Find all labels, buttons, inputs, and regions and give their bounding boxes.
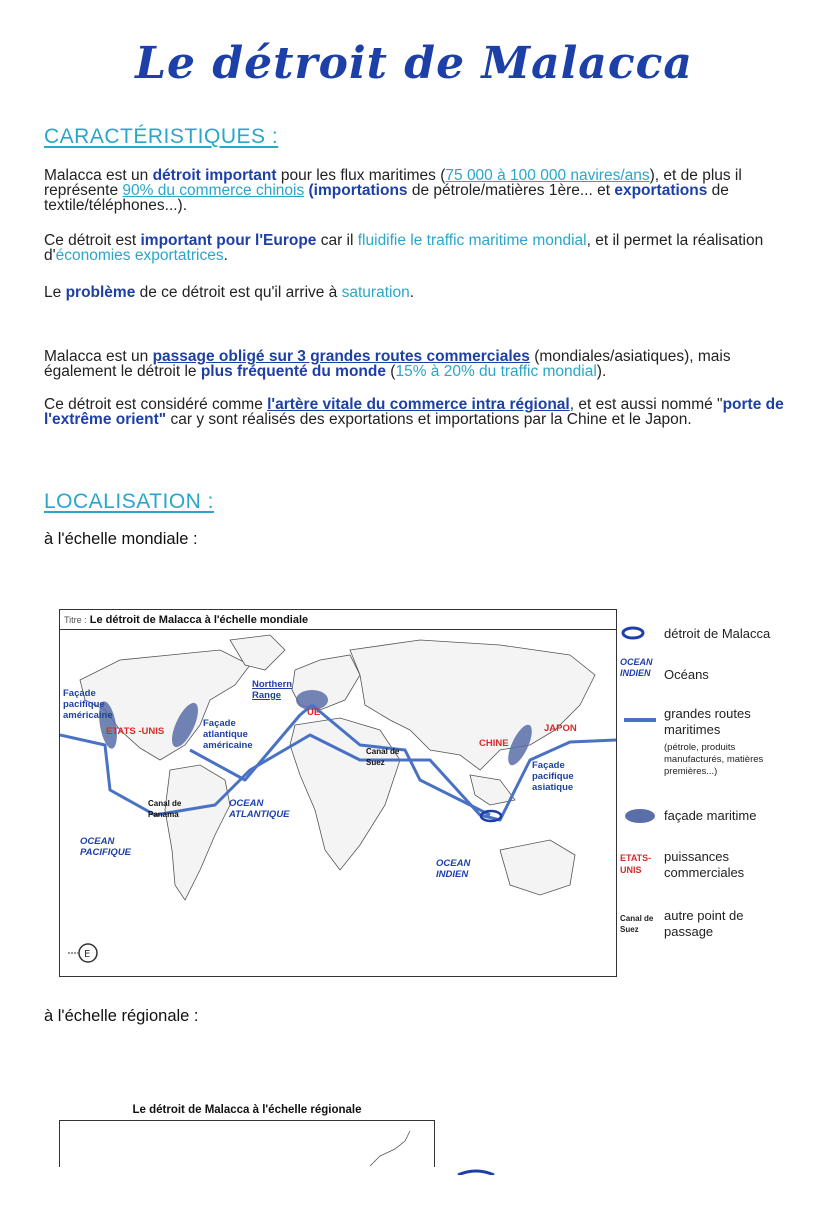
world-map-svg	[60, 630, 616, 976]
legend-oceans-sample: OCEAN INDIEN	[620, 657, 653, 678]
paragraph-4: Malacca est un passage obligé sur 3 grandes routes commerciales (mondiales/asiatiques), mais également le détroit le plus fréquenté du monde (15% à 20% du traffic mondial).	[44, 348, 731, 380]
legend-routes-detail: (pétrole, produits manufacturés, matières premières...)	[664, 742, 764, 777]
legend-puissances: puissances commerciales	[664, 849, 745, 880]
section-heading-caracteristiques: CARACTÉRISTIQUES :	[44, 125, 279, 148]
ministry-logo	[66, 942, 110, 964]
label-etats-unis: ETATS -UNIS	[106, 726, 165, 737]
legend-routes: grandes routes maritimes	[664, 706, 751, 737]
regional-map-svg	[60, 1121, 434, 1167]
label-northern-range: Northern Range	[252, 679, 293, 701]
paragraph-3: Le problème de ce détroit est qu'il arrive à saturation.	[44, 284, 415, 301]
section-heading-localisation: LOCALISATION :	[44, 490, 214, 513]
label-chine: CHINE	[479, 738, 509, 749]
legend-passage-sample: Canal de Suez	[620, 914, 654, 934]
label-facade-pacifique-asiatique: Façade pacifique asiatique	[532, 760, 574, 793]
africa-shape	[290, 718, 400, 870]
map-title-label: Titre :	[64, 615, 87, 625]
label-ocean-indien: OCEAN INDIEN	[436, 858, 471, 880]
legend-detroit: détroit de Malacca	[664, 626, 771, 641]
paragraph-5: Ce détroit est considéré comme l'artère vitale du commerce intra régional, et est aussi nommé "porte de l'extrême orient" car y sont réalisés des exportations et importations par la Chine et le Japon.	[44, 396, 784, 428]
subheading-mondiale: à l'échelle mondiale :	[44, 530, 198, 548]
label-canal-suez: Canal de Suez	[366, 747, 400, 767]
south-america-shape	[165, 765, 230, 900]
legend-facade: façade maritime	[664, 808, 757, 823]
map-title-bar	[60, 610, 616, 630]
regional-map	[59, 1120, 435, 1167]
label-ocean-pacifique: OCEAN PACIFIQUE	[80, 836, 132, 858]
legend-facade-symbol	[620, 808, 660, 829]
legend-passage: autre point de passage	[664, 908, 744, 939]
regional-legend-detroit-symbol	[456, 1160, 496, 1166]
label-japon: JAPON	[544, 723, 577, 734]
australia-shape	[500, 840, 575, 895]
label-canal-panama: Canal de Panama	[148, 799, 182, 819]
subheading-regionale: à l'échelle régionale :	[44, 1007, 199, 1025]
label-ocean-atlantique: OCEAN ATLANTIQUE	[229, 798, 290, 820]
paragraph-2: Ce détroit est important pour l'Europe car il fluidifie le traffic maritime mondial, et il permet la réalisation d'économies exportatrices.	[44, 232, 764, 264]
label-facade-atlantique: Façade atlantique américaine	[203, 718, 253, 751]
legend-puissances-sample: ETATS- UNIS	[620, 853, 652, 875]
paragraph-1: Malacca est un détroit important pour les flux maritimes (75 000 à 100 000 navires/ans), et de plus il représente 90% du commerce chinois (importations de pétrole/matières 1ère... et exportations de textile/téléphones...).	[44, 167, 742, 214]
legend-routes-symbol	[620, 712, 660, 730]
map-title: Le détroit de Malacca à l'échelle mondiale	[89, 614, 309, 626]
svg-text:E: E	[84, 949, 91, 960]
legend-detroit-symbol	[620, 625, 650, 646]
regional-map-title: Le détroit de Malacca à l'échelle régionale	[132, 1104, 362, 1116]
legend-oceans: Océans	[664, 667, 709, 682]
label-facade-pacifique-americaine: Façade pacifique américaine	[63, 688, 113, 721]
page-title: Le détroit de Malacca	[135, 38, 693, 89]
world-map	[59, 609, 617, 977]
label-ue: UE	[307, 707, 321, 718]
